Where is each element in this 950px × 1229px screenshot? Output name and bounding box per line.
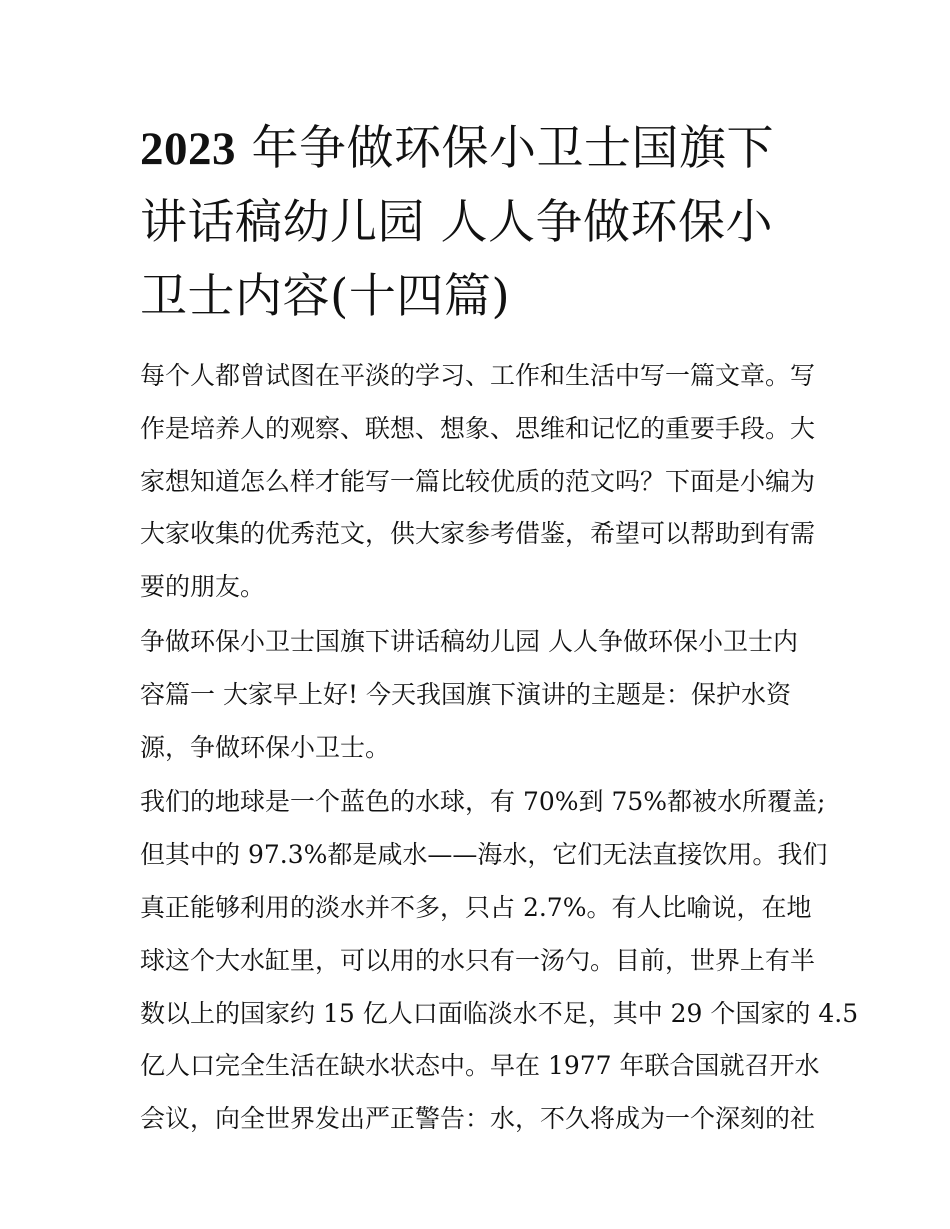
paragraph-intro	[140, 350, 816, 614]
text-line: 大家收集的优秀范文，供大家参考借鉴，希望可以帮助到有需	[140, 519, 816, 549]
text-line: 争做环保小卫士国旗下讲话稿幼儿园 人人争做环保小卫士内	[140, 626, 798, 656]
text-line: 会议，向全世界发出严正警告：水，不久将成为一个深刻的社	[140, 1104, 816, 1134]
text-line: 我们的地球是一个蓝色的水球，有 70%到 75%都被水所覆盖;	[140, 787, 826, 817]
text-line: 数以上的国家约 15 亿人口面临淡水不足，其中 29 个国家的 4.5	[140, 998, 859, 1028]
paragraph-water-facts	[140, 776, 859, 1146]
title-line: 2023 年争做环保小卫士国旗下	[140, 121, 774, 176]
text-line: 要的朋友。	[140, 572, 266, 602]
title-year: 2023	[140, 123, 236, 175]
text-line: 源，争做环保小卫士。	[140, 732, 391, 762]
title-line: 卫士内容(十四篇)	[140, 269, 511, 324]
text-line: 球这个大水缸里，可以用的水只有一汤勺。目前，世界上有半	[140, 945, 816, 975]
text-line: 作是培养人的观察、联想、想象、思维和记忆的重要手段。大	[140, 413, 816, 443]
text-line: 每个人都曾试图在平淡的学习、工作和生活中写一篇文章。写	[140, 361, 816, 390]
text-line: 真正能够利用的淡水并不多，只占 2.7%。有人比喻说，在地	[140, 892, 812, 922]
text-line: 但其中的 97.3%都是咸水——海水，它们无法直接饮用。我们	[140, 840, 828, 870]
paragraph-speech-opening	[140, 616, 812, 774]
text-line: 容篇一 大家早上好! 今天我国旗下演讲的主题是：保护水资	[140, 679, 791, 709]
document-page	[140, 112, 859, 1148]
document-title	[140, 112, 812, 334]
text-line: 家想知道怎么样才能写一篇比较优质的范文吗？下面是小编为	[140, 466, 816, 496]
text-line: 亿人口完全生活在缺水状态中。早在 1977 年联合国就召开水	[140, 1051, 820, 1081]
title-line: 讲话稿幼儿园 人人争做环保小	[140, 195, 773, 250]
